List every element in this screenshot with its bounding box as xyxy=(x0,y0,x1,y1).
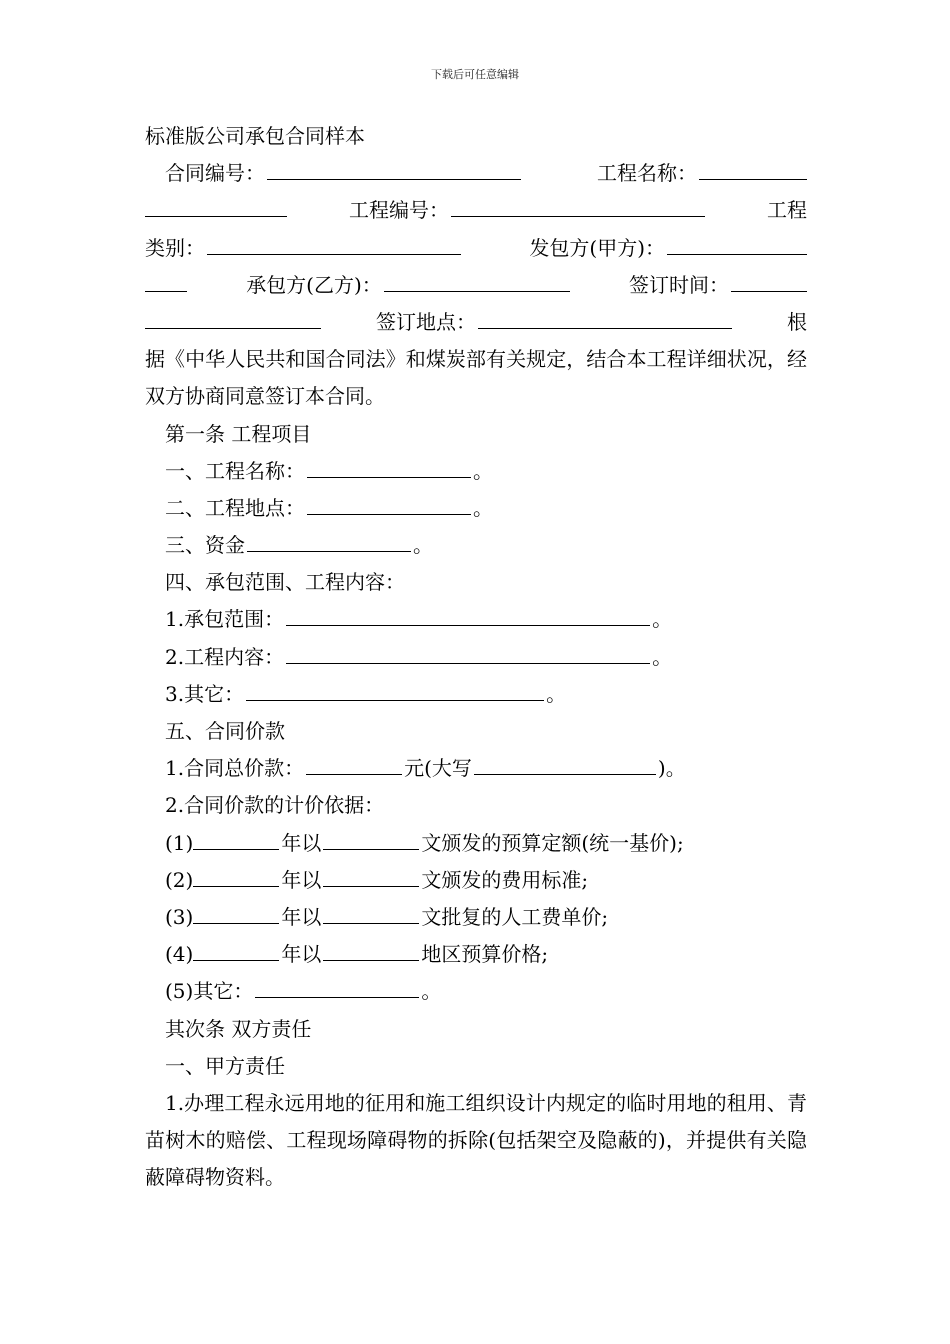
basis-item-text: 文批复的人工费单价; xyxy=(421,904,609,929)
doc-blank xyxy=(323,899,419,924)
article-1-heading: 第一条 工程项目 xyxy=(165,421,312,446)
price-basis-heading: 2.合同价款的计价依据： xyxy=(165,793,385,818)
document-body xyxy=(145,118,807,1197)
project-place-blank xyxy=(307,490,471,515)
intro-paragraph: 据《中华人民共和国合同法》和煤炭部有关规定，结合本工程详细状况，经双方协商同意签订本合同。 xyxy=(145,347,807,409)
basis-item-4 xyxy=(145,936,807,973)
project-type-blank xyxy=(207,230,461,255)
project-place-label: 二、工程地点： xyxy=(165,495,305,520)
project-name-label: 工程名称： xyxy=(597,161,697,186)
project-place-row xyxy=(145,490,807,527)
party-a-label: 发包方(甲方)： xyxy=(529,235,665,260)
yuan-label: 元(大写 xyxy=(404,756,472,781)
fund-blank xyxy=(247,527,411,552)
basis-item-num: (1) xyxy=(165,830,194,855)
close-paren: )。 xyxy=(657,756,686,781)
year-label: 年以 xyxy=(281,867,322,892)
field-row-2 xyxy=(145,192,807,229)
basis-item-text: 文颁发的费用标准; xyxy=(421,867,589,892)
header-note: 下载后可任意编辑 xyxy=(431,68,519,81)
project-type-label-b: 类别： xyxy=(145,235,205,260)
basis-other-blank xyxy=(255,973,419,998)
fund-label: 三、资金 xyxy=(165,533,245,558)
total-price-blank xyxy=(306,750,402,775)
project-no-blank xyxy=(451,192,705,217)
article-2-heading: 其次条 双方责任 xyxy=(165,1016,312,1041)
sign-time-label: 签订时间： xyxy=(628,272,729,297)
content-row xyxy=(145,639,807,676)
doc-blank xyxy=(323,862,419,887)
project-name-row-blank xyxy=(307,453,471,478)
period: 。 xyxy=(413,533,433,558)
doc-blank xyxy=(323,936,419,961)
year-label: 年以 xyxy=(281,904,322,929)
field-row-1 xyxy=(145,155,807,192)
year-blank xyxy=(193,862,279,887)
year-label: 年以 xyxy=(281,942,322,967)
year-blank xyxy=(193,825,279,850)
document-title: 标准版公司承包合同样本 xyxy=(145,124,365,148)
party-a-duty-1: 1.办理工程永远用地的征用和施工组织设计内规定的临时用地的租用、青苗树木的赔偿、工程现场障碍物的拆除(包括架空及隐蔽的)，并提供有关隐蔽障碍物资料。 xyxy=(145,1090,807,1190)
basis-item-3 xyxy=(145,899,807,936)
field-row-4 xyxy=(145,267,807,304)
project-name-row-label: 一、工程名称： xyxy=(165,458,305,483)
year-label: 年以 xyxy=(281,830,322,855)
project-name-blank-cont xyxy=(145,192,287,217)
basis-item-num: (3) xyxy=(165,904,194,929)
project-no-label: 工程编号： xyxy=(349,198,449,223)
capital-amount-blank xyxy=(474,750,656,775)
basis-label: 根 xyxy=(787,309,807,334)
total-price-row xyxy=(145,750,807,787)
content-blank xyxy=(286,639,650,664)
sign-time-blank-cont xyxy=(145,304,321,329)
other-row xyxy=(145,676,807,713)
project-name-row xyxy=(145,453,807,490)
scope-heading: 四、承包范围、工程内容： xyxy=(165,570,405,595)
doc-blank xyxy=(323,825,419,850)
basis-item-num: (2) xyxy=(165,867,194,892)
year-blank xyxy=(193,899,279,924)
content-label: 2.工程内容： xyxy=(165,644,285,669)
price-heading: 五、合同价款 xyxy=(165,719,285,744)
period: 。 xyxy=(546,681,567,706)
project-type-label-a: 工程 xyxy=(767,198,807,223)
period: 。 xyxy=(652,644,673,669)
party-a-duty-heading: 一、甲方责任 xyxy=(165,1053,285,1078)
scope-row xyxy=(145,601,807,638)
other-label: 3.其它： xyxy=(165,681,245,706)
field-row-5 xyxy=(145,304,807,341)
basis-item-1 xyxy=(145,825,807,862)
other-blank xyxy=(246,676,544,701)
sign-time-blank xyxy=(731,267,807,292)
party-a-blank xyxy=(667,230,807,255)
basis-item-text: 文颁发的预算定额(统一基价); xyxy=(421,830,684,855)
sign-place-blank xyxy=(478,304,732,329)
party-b-blank xyxy=(384,267,570,292)
contract-no-blank xyxy=(267,155,521,180)
contract-no-label: 合同编号： xyxy=(165,161,265,186)
period: 。 xyxy=(652,607,673,632)
scope-blank xyxy=(286,601,650,626)
period: 。 xyxy=(421,979,442,1004)
period: 。 xyxy=(473,458,493,483)
year-blank xyxy=(193,936,279,961)
party-b-label: 承包方(乙方)： xyxy=(246,272,382,297)
basis-other-label: (5)其它： xyxy=(165,979,254,1004)
basis-item-5 xyxy=(145,973,807,1010)
basis-item-text: 地区预算价格; xyxy=(421,942,549,967)
sign-place-label: 签订地点： xyxy=(376,309,476,334)
field-row-3 xyxy=(145,230,807,267)
project-name-blank xyxy=(699,155,807,180)
period: 。 xyxy=(473,495,493,520)
party-a-blank-cont xyxy=(145,267,187,292)
total-price-label: 1.合同总价款： xyxy=(165,756,305,781)
fund-row xyxy=(145,527,807,564)
basis-item-num: (4) xyxy=(165,942,194,967)
scope-label: 1.承包范围： xyxy=(165,607,285,632)
basis-item-2 xyxy=(145,862,807,899)
